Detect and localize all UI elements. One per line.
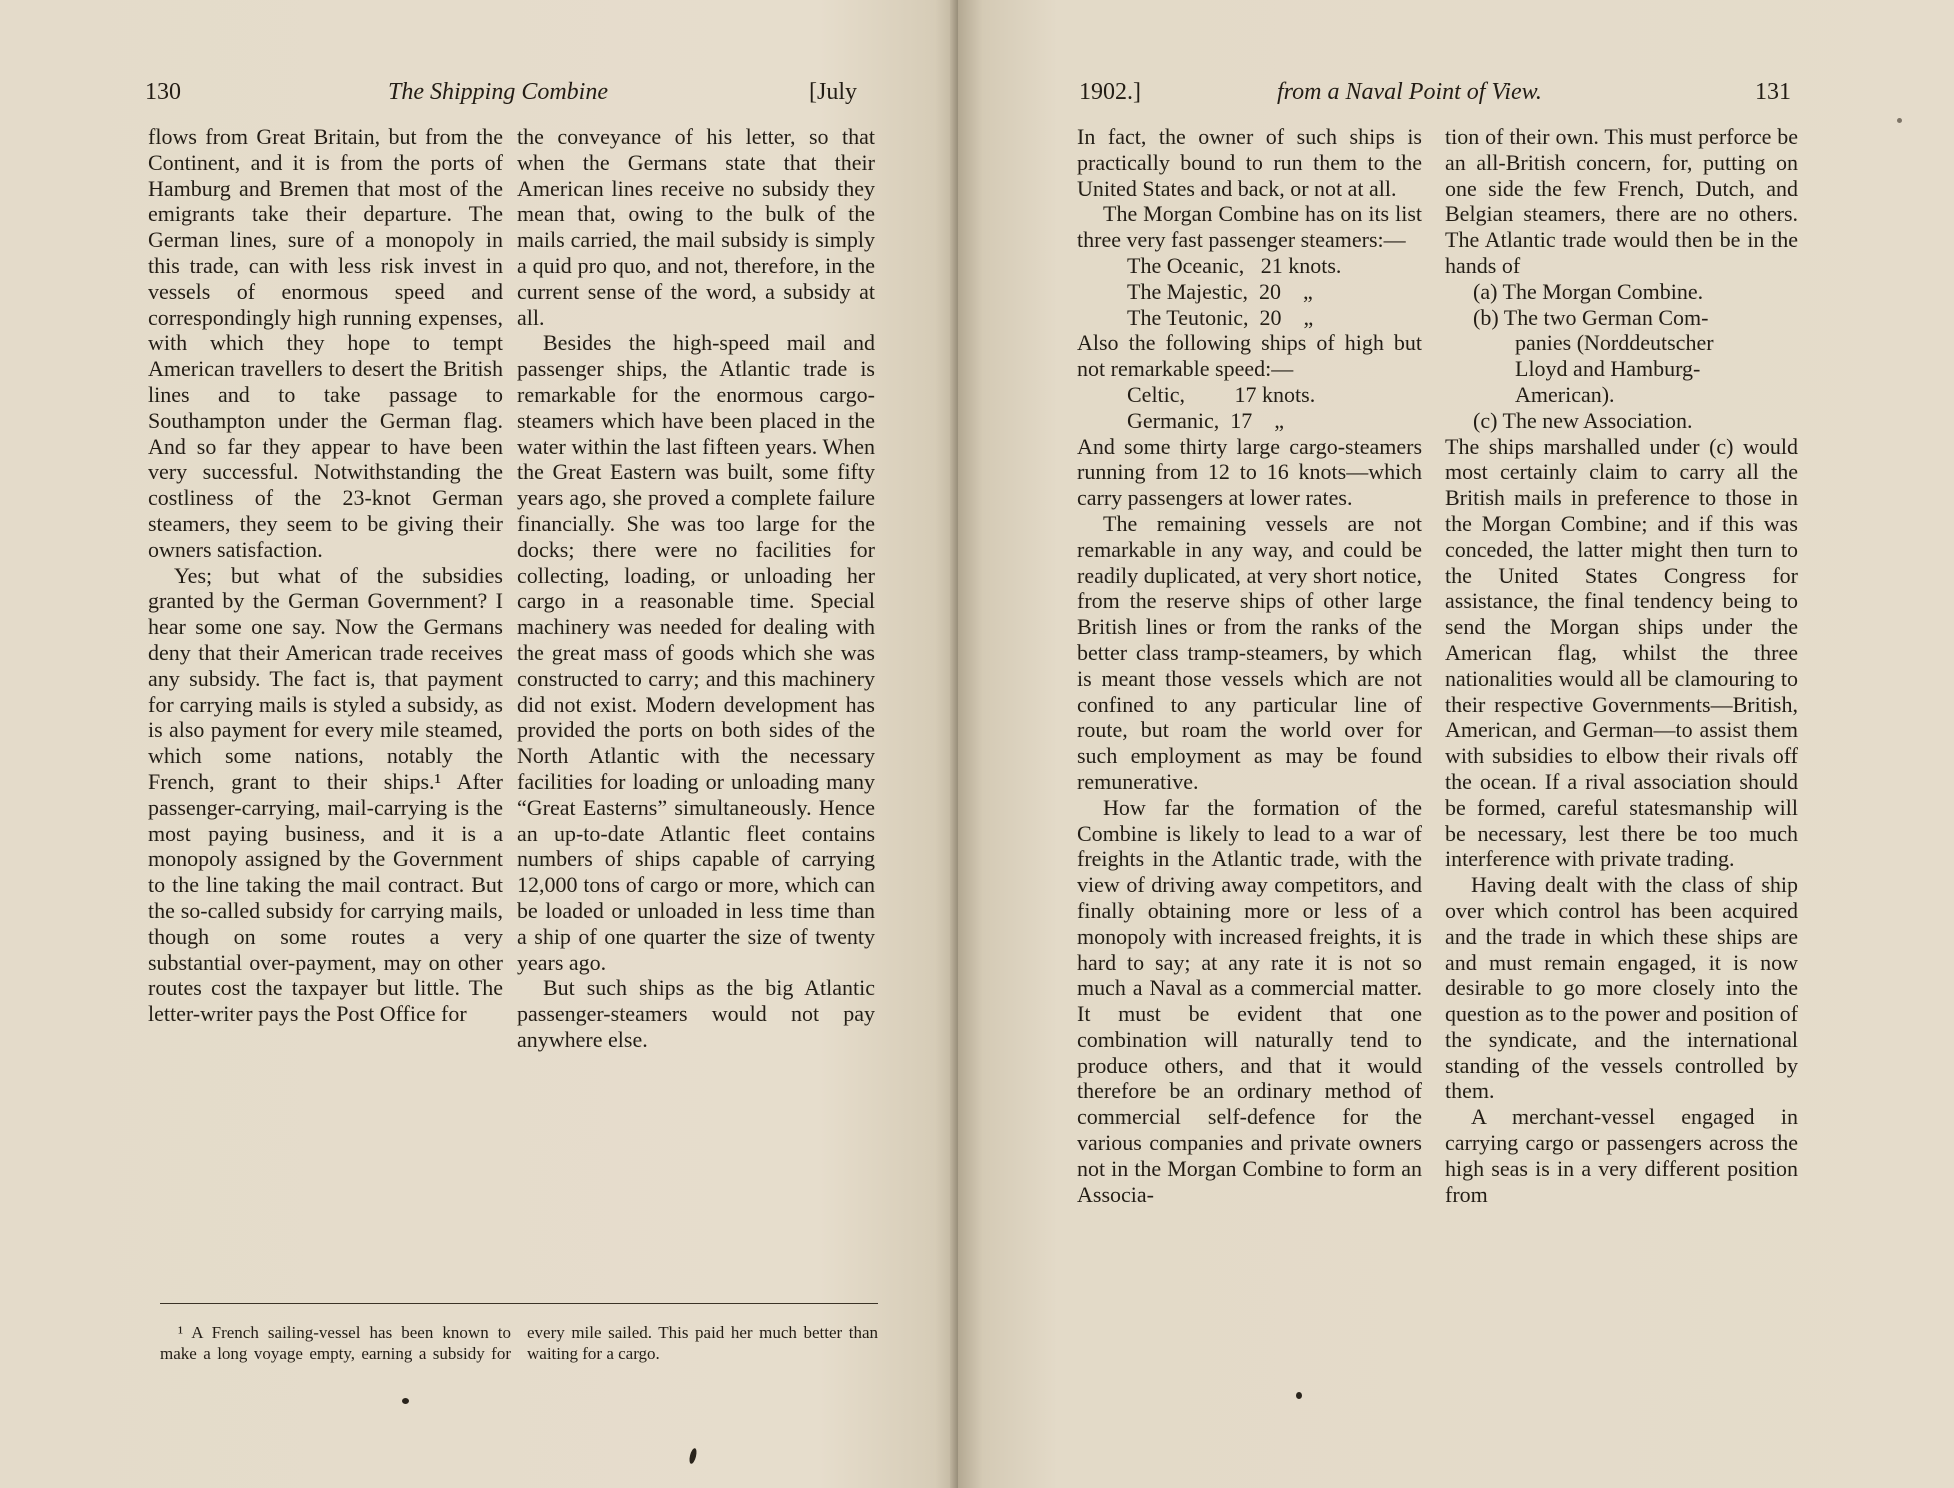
paragraph: In fact, the owner of such ships is practically bound to run them to the United States and back, or not at all. <box>1077 124 1422 201</box>
left-page <box>0 0 964 1488</box>
paragraph: Having dealt with the class of ship over which control has been acquired and the trade in which these ships are and must remain engaged, it is now desirable to go more closely into the question as to the power and position of the syndicate, and the international standing of the vessels controlled by them. <box>1445 872 1798 1104</box>
left-column-2 <box>517 124 875 1053</box>
date-mark-left: [July <box>809 79 857 105</box>
paragraph: Yes; but what of the subsidies granted by the German Government? I hear some one say. Now the Germans deny that their American trade receives any subsidy. The fact is, that payment for carrying mails is styled a subsidy, as is also payment for every mile steamed, which some nations, notably the French, grant to their ships.¹ After passenger-carrying, mail-carrying is the most paying business, and it is a monopoly assigned by the Government to the line taking the mail contract. But the so-called subsidy for carrying mails, though on some routes a very substantial over-payment, may on other routes cost the taxpayer but little. The letter-writer pays the Post Office for <box>148 562 503 1027</box>
paragraph: tion of their own. This must perforce be an all-British concern, for, putting on one side the few French, Dutch, and Belgian steamers, there are no others. The Atlantic trade would then be in the hands of <box>1445 124 1798 278</box>
ink-speck <box>402 1398 409 1404</box>
right-page-header <box>1079 76 1801 108</box>
right-page <box>958 0 1954 1488</box>
left-page-header <box>145 76 867 108</box>
list-item-b: (b) The two German Com- <box>1473 304 1709 330</box>
list-item-a: (a) The Morgan Combine. <box>1473 278 1704 304</box>
list-item-c: (c) The new Association. <box>1473 407 1693 433</box>
paragraph: A merchant-vessel engaged in carrying cargo or passengers across the high seas is in a very different position from <box>1445 1104 1798 1207</box>
ink-speck <box>1296 1392 1302 1399</box>
running-title-left: The Shipping Combine <box>388 79 608 105</box>
paragraph: And some thirty large cargo-steamers running from 12 to 16 knots—which carry passengers at lower rates. <box>1077 433 1422 511</box>
ship-list-item: Germanic, 17 „ <box>1127 407 1284 433</box>
footnote <box>160 1322 878 1364</box>
ship-list-item: The Majestic, 20 „ <box>1127 278 1313 304</box>
list-item-b-continued: American). <box>1515 381 1615 407</box>
right-column-1 <box>1077 124 1422 1207</box>
paragraph: But such ships as the big Atlantic passenger-steamers would not pay anywhere else. <box>517 975 875 1052</box>
paragraph: the conveyance of his letter, so that when the Germans state that their American lines receive no subsidy they mean that, owing to the bulk of the mails carried, the mail subsidy is simply a quid pro quo, and not, therefore, in the current sense of the word, a subsidy at all. <box>517 124 875 330</box>
paragraph: The Morgan Combine has on its list three very fast passenger steamers:— <box>1077 201 1422 253</box>
ink-speck <box>688 1448 698 1465</box>
date-mark-right: 1902.] <box>1079 79 1141 105</box>
ship-list-item: Celtic, 17 knots. <box>1127 381 1316 407</box>
paragraph: Also the following ships of high but not remarkable speed:— <box>1077 330 1422 382</box>
paragraph: The remaining vessels are not remarkable in any way, and could be readily duplicated, at very short notice, from the reserve ships of other large British lines or from the ranks of the better class tramp-steamers, by which is meant those vessels which are not confined to any particular line of route, but roam the world over for such employment as may be found remunerative. <box>1077 510 1422 794</box>
ink-speck <box>1897 118 1902 123</box>
running-title-right: from a Naval Point of View. <box>1277 79 1542 105</box>
ship-list-item: The Oceanic, 21 knots. <box>1127 252 1342 278</box>
page-number-131: 131 <box>1755 79 1791 105</box>
footnote-divider <box>160 1303 878 1304</box>
list-item-b-continued: panies (Norddeutscher <box>1515 330 1714 356</box>
paragraph: The ships marshalled under (c) would most certainly claim to carry all the British mails in preference to those in the Morgan Combine; and if this was conceded, the latter might then turn to the United States Congress for assistance, the final tendency being to send the Morgan ships under the American flag, whilst the three nationalities would all be clamouring to their respective Governments—British, American, and German—to assist them with subsidies to elbow their rivals off the ocean. If a rival association should be formed, careful statesmanship will be necessary, lest there be too much interference with private trading. <box>1445 433 1798 872</box>
footnote-text: ¹ A French sailing-vessel has been known to make a long voyage empty, earning a subsidy for every mile sailed. This paid her much better than waiting for a cargo. <box>160 1323 878 1363</box>
paragraph: flows from Great Britain, but from the Continent, and it is from the ports of Hamburg and Bremen that most of the emigrants take their departure. The German lines, sure of a monopoly in this trade, can with less risk invest in vessels of enormous speed and correspondingly high running expenses, with which they hope to tempt American travellers to desert the British lines and to take passage to Southampton under the German flag. And so far they appear to have been very successful. Notwithstanding the costliness of the 23-knot German steamers, they seem to be giving their owners satisfaction. <box>148 124 503 562</box>
page-number-130: 130 <box>145 79 181 105</box>
paragraph: How far the formation of the Combine is likely to lead to a war of freights in the Atlantic trade, with the view of driving away competitors, and finally obtaining more or less of a monopoly with increased freights, it is hard to say; at any rate it is not so much a Naval as a commercial matter. It must be evident that one combination will naturally tend to produce others, and that it would therefore be an ordinary method of commercial self-defence for the various companies and private owners not in the Morgan Combine to form an Associa- <box>1077 794 1422 1207</box>
ship-list-item: The Teutonic, 20 „ <box>1127 304 1314 330</box>
paragraph: Besides the high-speed mail and passenger ships, the Atlantic trade is remarkable for the enormous cargo-steamers which have been placed in the water within the last fifteen years. When the Great Eastern was built, some fifty years ago, she proved a complete failure financially. She was too large for the docks; there were no facilities for collecting, loading, or unloading her cargo in a reasonable time. Special machinery was needed for dealing with the great mass of goods which she was constructed to carry; and this machinery did not exist. Modern development has provided the ports on both sides of the North Atlantic with the necessary facilities for loading or unloading many “Great Easterns” simultaneously. Hence an up-to-date Atlantic fleet contains numbers of ships capable of carrying 12,000 tons of cargo or more, which can be loaded or unloaded in less time than a ship of one quarter the size of twenty years ago. <box>517 330 875 975</box>
right-column-2 <box>1445 124 1798 1207</box>
list-item-b-continued: Lloyd and Hamburg- <box>1515 356 1701 382</box>
left-column-1 <box>148 124 503 1027</box>
